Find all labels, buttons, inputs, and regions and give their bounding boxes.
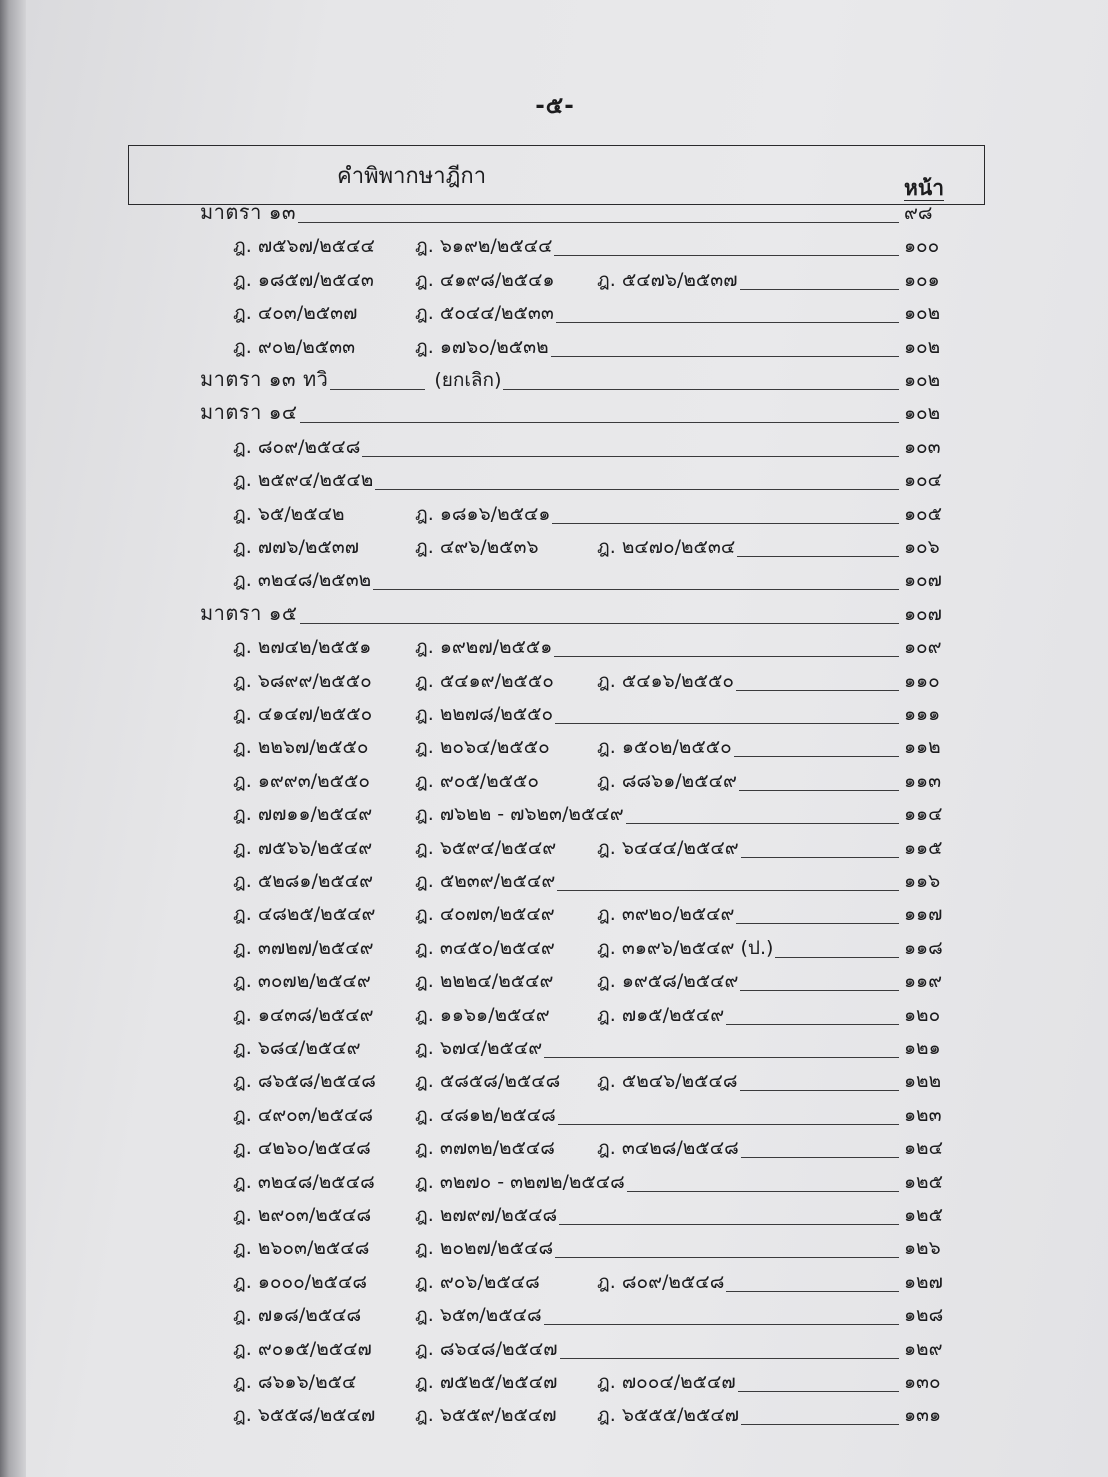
case-reference: ฎ. ๘๐๙/๒๕๔๘ bbox=[233, 435, 361, 458]
leader-line bbox=[554, 254, 899, 256]
case-reference: ฎ. ๖๘๔/๒๕๔๙ bbox=[233, 1037, 361, 1059]
case-reference: ฎ. ๔๙๐๓/๒๕๔๘ bbox=[233, 1103, 374, 1126]
leader-line bbox=[557, 889, 899, 891]
case-reference: ฎ. ๓๗๒๗/๒๕๔๙ bbox=[233, 936, 374, 959]
case-reference: ฎ. ๙๐๒/๒๕๓๓ bbox=[233, 335, 356, 358]
page-reference: ๑๑๑ bbox=[904, 703, 941, 725]
header-page-column: หน้า bbox=[904, 176, 944, 200]
case-reference: ฎ. ๕๒๘๑/๒๕๔๙ bbox=[233, 870, 374, 892]
leader-line bbox=[362, 455, 899, 457]
case-reference: ฎ. ๔๑๔๗/๒๕๕๐ bbox=[233, 703, 373, 725]
case-reference: ฎ. ๓๔๒๘/๒๕๔๘ bbox=[597, 1137, 739, 1160]
case-reference: ฎ. ๑๙๙๓/๒๕๕๐ bbox=[233, 769, 370, 792]
case-reference: ฎ. ๗๑๕/๒๕๔๙ bbox=[597, 1003, 725, 1026]
case-row bbox=[200, 1167, 952, 1197]
case-reference: ฎ. ๗๗๑๑/๒๕๔๙ bbox=[233, 803, 373, 826]
case-reference: ฎ. ๘๖๑๖/๒๕๔ bbox=[233, 1371, 357, 1393]
page-reference: ๑๐๖ bbox=[904, 536, 940, 558]
case-row bbox=[200, 499, 952, 529]
case-reference: ฎ. ๓๐๗๒/๒๕๔๙ bbox=[233, 970, 371, 993]
case-reference: ฎ. ๓๗๓๒/๒๕๔๘ bbox=[415, 1137, 555, 1160]
page-reference: ๙๘ bbox=[904, 202, 933, 224]
case-reference: ฎ. ๔๒๖๐/๒๕๔๘ bbox=[233, 1137, 371, 1160]
case-reference: ฎ. ๒๕๙๔/๒๕๔๒ bbox=[233, 469, 374, 492]
case-reference: ฎ. ๘๐๙/๒๕๔๘ bbox=[597, 1270, 725, 1293]
case-reference: ฎ. ๖๕๕๕/๒๕๔๗ bbox=[597, 1404, 740, 1427]
page-reference: ๑๒๐ bbox=[904, 1003, 941, 1026]
header-title: คำพิพากษาฎีกา bbox=[337, 164, 487, 189]
case-reference: ฎ. ๒๐๒๗/๒๕๔๘ bbox=[415, 1237, 554, 1260]
leader-line bbox=[739, 789, 899, 791]
page-reference: ๑๒๒ bbox=[904, 1070, 942, 1093]
case-reference: ฎ. ๘๖๕๘/๒๕๔๘ bbox=[233, 1070, 376, 1093]
case-reference: ฎ. ๒๙๐๓/๒๕๔๘ bbox=[233, 1204, 372, 1226]
leader-line bbox=[554, 655, 899, 657]
case-reference: ฎ. ๕๘๕๘/๒๕๔๘ bbox=[415, 1070, 561, 1093]
leader-line bbox=[544, 1056, 899, 1058]
case-row bbox=[200, 1033, 952, 1063]
page-reference: ๑๒๘ bbox=[904, 1304, 944, 1327]
page-reference: ๑๒๓ bbox=[904, 1103, 942, 1126]
page-reference: ๑๒๔ bbox=[904, 1137, 943, 1160]
leader-line bbox=[552, 522, 899, 524]
page-edge-shadow bbox=[0, 0, 26, 1477]
page-reference: ๑๓๑ bbox=[904, 1404, 942, 1427]
page-reference: ๑๐๒ bbox=[904, 369, 941, 391]
case-row bbox=[200, 1200, 952, 1230]
case-reference: ฎ. ๑๑๖๑/๒๕๔๙ bbox=[415, 1003, 550, 1026]
leader-line bbox=[330, 388, 425, 390]
case-reference: ฎ. ๔๘๒๕/๒๕๔๙ bbox=[233, 903, 376, 926]
page-reference: ๑๐๒ bbox=[904, 302, 941, 325]
section-row bbox=[200, 198, 952, 228]
case-row bbox=[200, 565, 952, 595]
case-reference: ฎ. ๓๒๔๘/๒๕๔๘ bbox=[233, 1170, 375, 1193]
page-reference: ๑๐๒ bbox=[904, 335, 941, 358]
case-row bbox=[200, 799, 952, 829]
leader-line bbox=[736, 689, 899, 691]
page-reference: ๑๐๐ bbox=[904, 235, 940, 258]
leader-line bbox=[736, 922, 899, 924]
case-reference: ฎ. ๖๕๕๘/๒๕๔๗ bbox=[233, 1404, 376, 1427]
page-reference: ๑๑๗ bbox=[904, 903, 943, 926]
page-reference: ๑๑๔ bbox=[904, 803, 943, 826]
case-row bbox=[200, 1334, 952, 1364]
leader-line bbox=[738, 1390, 899, 1392]
leader-line bbox=[558, 1123, 899, 1125]
leader-line bbox=[300, 421, 899, 423]
section-label: มาตรา ๑๕ bbox=[200, 600, 298, 625]
leader-line bbox=[544, 1323, 899, 1325]
case-reference: ฎ. ๒๔๗๐/๒๕๓๔ bbox=[597, 536, 736, 558]
leader-line bbox=[555, 722, 899, 724]
case-reference: ฎ. ๕๔๑๙/๒๕๕๐ bbox=[415, 669, 554, 692]
case-reference: ฎ. ๖๕๕๙/๒๕๔๗ bbox=[415, 1404, 557, 1427]
leader-line bbox=[555, 1256, 899, 1258]
leader-line bbox=[375, 488, 899, 490]
case-reference: ฎ. ๑๘๑๖/๒๕๔๑ bbox=[415, 502, 551, 525]
leader-line bbox=[741, 856, 899, 858]
leader-line bbox=[559, 1223, 899, 1225]
page-reference: ๑๒๙ bbox=[904, 1337, 943, 1360]
case-reference: ฎ. ๕๐๔๔/๒๕๓๓ bbox=[415, 302, 554, 325]
case-row bbox=[200, 298, 952, 328]
page-reference: ๑๐๒ bbox=[904, 402, 941, 425]
case-reference: ฎ. ๒๗๔๒/๒๕๕๑ bbox=[233, 636, 372, 659]
case-row bbox=[200, 833, 952, 863]
case-reference: ฎ. ๖๕๓/๒๕๔๘ bbox=[415, 1304, 542, 1327]
case-reference: ฎ. ๖๔๔๔/๒๕๔๙ bbox=[597, 836, 739, 859]
page-reference: ๑๑๘ bbox=[904, 936, 943, 959]
case-reference: ฎ. ๖๕/๒๕๔๒ bbox=[233, 502, 345, 525]
case-reference: ฎ. ๑๔๓๘/๒๕๔๙ bbox=[233, 1003, 374, 1026]
case-reference: ฎ. ๙๐๕/๒๕๕๐ bbox=[415, 769, 540, 792]
section-row bbox=[200, 398, 952, 428]
case-row bbox=[200, 1000, 952, 1030]
page-reference: ๑๑๒ bbox=[904, 736, 941, 759]
leader-line bbox=[726, 1290, 899, 1292]
page-reference: ๑๐๙ bbox=[904, 636, 942, 659]
page-reference: ๑๒๕ bbox=[904, 1170, 943, 1193]
page-reference: ๑๒๖ bbox=[904, 1237, 941, 1260]
leader-line bbox=[503, 388, 899, 390]
leader-line bbox=[737, 555, 899, 557]
case-reference: ฎ. ๕๒๔๖/๒๕๔๘ bbox=[597, 1070, 738, 1093]
page-reference: ๑๐๗ bbox=[904, 569, 942, 592]
leader-line bbox=[726, 1023, 899, 1025]
page-reference: ๑๑๓ bbox=[904, 769, 942, 792]
leader-line bbox=[740, 1089, 899, 1091]
case-reference: ฎ. ๒๒๖๗/๒๕๕๐ bbox=[233, 736, 369, 759]
leader-line bbox=[626, 822, 899, 824]
case-row bbox=[200, 1100, 952, 1130]
case-reference: ฎ. ๙๐๑๕/๒๕๔๗ bbox=[233, 1337, 372, 1360]
leader-line bbox=[627, 1190, 899, 1192]
case-reference: ฎ. ๔๐๓/๒๕๓๗ bbox=[233, 302, 358, 325]
case-reference: ฎ. ๑๐๐๐/๒๕๔๘ bbox=[233, 1270, 368, 1293]
leader-line bbox=[373, 588, 899, 590]
case-reference: ฎ. ๗๐๐๔/๒๕๔๗ bbox=[597, 1371, 736, 1393]
case-reference: ฎ. ๗๖๒๒ - ๗๖๒๓/๒๕๔๙ bbox=[415, 803, 624, 826]
leader-line bbox=[734, 755, 899, 757]
case-reference: ฎ. ๖๘๙๙/๒๕๕๐ bbox=[233, 669, 372, 692]
case-row bbox=[200, 666, 952, 696]
case-row bbox=[200, 332, 952, 362]
leader-line bbox=[298, 221, 899, 223]
case-reference: ฎ. ๑๘๕๗/๒๕๔๓ bbox=[233, 268, 374, 291]
page-reference: ๑๐๑ bbox=[904, 268, 940, 291]
case-reference: ฎ. ๒๐๖๔/๒๕๕๐ bbox=[415, 736, 550, 759]
case-row bbox=[200, 766, 952, 796]
case-row bbox=[200, 899, 952, 929]
leader-line bbox=[741, 1156, 899, 1158]
page-reference: ๑๐๔ bbox=[904, 469, 943, 492]
page-reference: ๑๑๙ bbox=[904, 970, 943, 993]
case-reference: ฎ. ๓๔๕๐/๒๕๔๙ bbox=[415, 936, 555, 959]
section-label: มาตรา ๑๔ bbox=[200, 400, 298, 425]
case-reference: ฎ. ๒๒๗๘/๒๕๕๐ bbox=[415, 703, 554, 725]
case-reference: ฎ. ๘๘๖๑/๒๕๔๙ bbox=[597, 769, 737, 792]
page-reference: ๑๐๕ bbox=[904, 502, 943, 525]
case-reference: ฎ. ๒๒๒๔/๒๕๔๙ bbox=[415, 970, 554, 993]
case-reference: ฎ. ๒๖๐๓/๒๕๔๘ bbox=[233, 1237, 370, 1260]
case-reference: ฎ. ๘๖๔๘/๒๕๔๗ bbox=[415, 1337, 558, 1360]
case-reference: ฎ. ๑๕๐๒/๒๕๕๐ bbox=[597, 736, 732, 759]
case-reference: ฎ. ๕๔๗๖/๒๕๓๗ bbox=[597, 268, 738, 291]
case-reference: ฎ. ๓๒๗๐ - ๓๒๗๒/๒๕๔๘ bbox=[415, 1170, 625, 1193]
leader-line bbox=[740, 989, 899, 991]
page-reference: ๑๐๗ bbox=[904, 602, 942, 625]
case-row bbox=[200, 465, 952, 495]
page-reference: ๑๒๑ bbox=[904, 1037, 941, 1059]
case-reference: ฎ. ๔๙๖/๒๕๓๖ bbox=[415, 536, 539, 558]
case-row bbox=[200, 966, 952, 996]
case-reference: ฎ. ๑๗๖๐/๒๕๓๒ bbox=[415, 335, 549, 358]
case-reference: ฎ. ๔๑๙๘/๒๕๔๑ bbox=[415, 268, 555, 291]
leader-line bbox=[560, 1357, 899, 1359]
case-reference: ฎ. ๕๒๓๙/๒๕๔๙ bbox=[415, 870, 556, 892]
section-label: มาตรา ๑๓ bbox=[200, 200, 297, 224]
case-row bbox=[200, 432, 952, 462]
case-reference: ฎ. ๖๕๙๔/๒๕๔๙ bbox=[415, 836, 557, 859]
section-label: มาตรา ๑๓ ทวิ bbox=[200, 367, 329, 391]
case-row bbox=[200, 866, 952, 896]
case-row bbox=[200, 1400, 952, 1430]
case-row bbox=[200, 1233, 952, 1263]
page-reference: ๑๑๕ bbox=[904, 836, 943, 859]
case-reference: ฎ. ๕๔๑๖/๒๕๕๐ bbox=[597, 669, 734, 692]
case-reference: ฎ. ๙๐๖/๒๕๔๘ bbox=[415, 1270, 540, 1293]
leader-line bbox=[551, 355, 899, 357]
case-reference: ฎ. ๓๒๔๘/๒๕๓๒ bbox=[233, 569, 372, 592]
leader-line bbox=[740, 288, 899, 290]
case-reference: ฎ. ๗๕๒๕/๒๕๔๗ bbox=[415, 1371, 558, 1393]
case-reference: ฎ. ๑๙๕๘/๒๕๔๙ bbox=[597, 970, 739, 993]
case-reference: ฎ. ๔๐๗๓/๒๕๔๙ bbox=[415, 903, 555, 926]
section-row bbox=[200, 599, 952, 629]
case-reference: ฎ. ๗๗๖/๒๕๓๗ bbox=[233, 536, 360, 558]
case-row bbox=[200, 1066, 952, 1096]
case-reference: ฎ. ๔๘๑๒/๒๕๔๘ bbox=[415, 1103, 556, 1126]
page-reference: ๑๒๗ bbox=[904, 1270, 943, 1293]
case-row bbox=[200, 933, 952, 963]
case-reference: ฎ. ๖๗๔/๒๕๔๙ bbox=[415, 1037, 543, 1059]
case-row bbox=[200, 1300, 952, 1330]
case-reference: ฎ. ๑๙๒๗/๒๕๕๑ bbox=[415, 636, 553, 659]
case-reference: ฎ. ๖๑๙๒/๒๕๔๔ bbox=[415, 235, 553, 258]
case-reference: ฎ. ๗๕๖๖/๒๕๔๙ bbox=[233, 836, 373, 859]
section-row bbox=[200, 365, 952, 395]
page-reference: ๑๓๐ bbox=[904, 1371, 941, 1393]
case-row bbox=[200, 1133, 952, 1163]
case-row bbox=[200, 1367, 952, 1397]
leader-line bbox=[775, 956, 899, 958]
case-row bbox=[200, 632, 952, 662]
page-number: -๕- bbox=[535, 93, 575, 119]
section-note: (ยกเลิก) bbox=[434, 369, 502, 391]
case-reference: ฎ. ๒๗๙๗/๒๕๔๘ bbox=[415, 1204, 558, 1226]
page-reference: ๑๒๕ bbox=[904, 1204, 943, 1226]
case-row bbox=[200, 699, 952, 729]
leader-line bbox=[556, 321, 899, 323]
case-row bbox=[200, 532, 952, 562]
page-reference: ๑๑๖ bbox=[904, 870, 941, 892]
case-reference: ฎ. ๗๑๘/๒๕๔๘ bbox=[233, 1304, 362, 1327]
leader-line bbox=[300, 622, 899, 624]
page-reference: ๑๐๓ bbox=[904, 435, 941, 458]
case-reference: ฎ. ๓๙๒๐/๒๕๔๙ bbox=[597, 903, 735, 926]
case-reference: ฎ. ๗๕๖๗/๒๕๔๔ bbox=[233, 235, 375, 258]
case-row bbox=[200, 231, 952, 261]
case-row bbox=[200, 265, 952, 295]
case-row bbox=[200, 1267, 952, 1297]
case-row bbox=[200, 732, 952, 762]
leader-line bbox=[741, 1423, 899, 1425]
page-reference: ๑๑๐ bbox=[904, 669, 940, 692]
case-reference: ฎ. ๓๑๙๖/๒๕๔๙ (ป.) bbox=[597, 936, 774, 959]
